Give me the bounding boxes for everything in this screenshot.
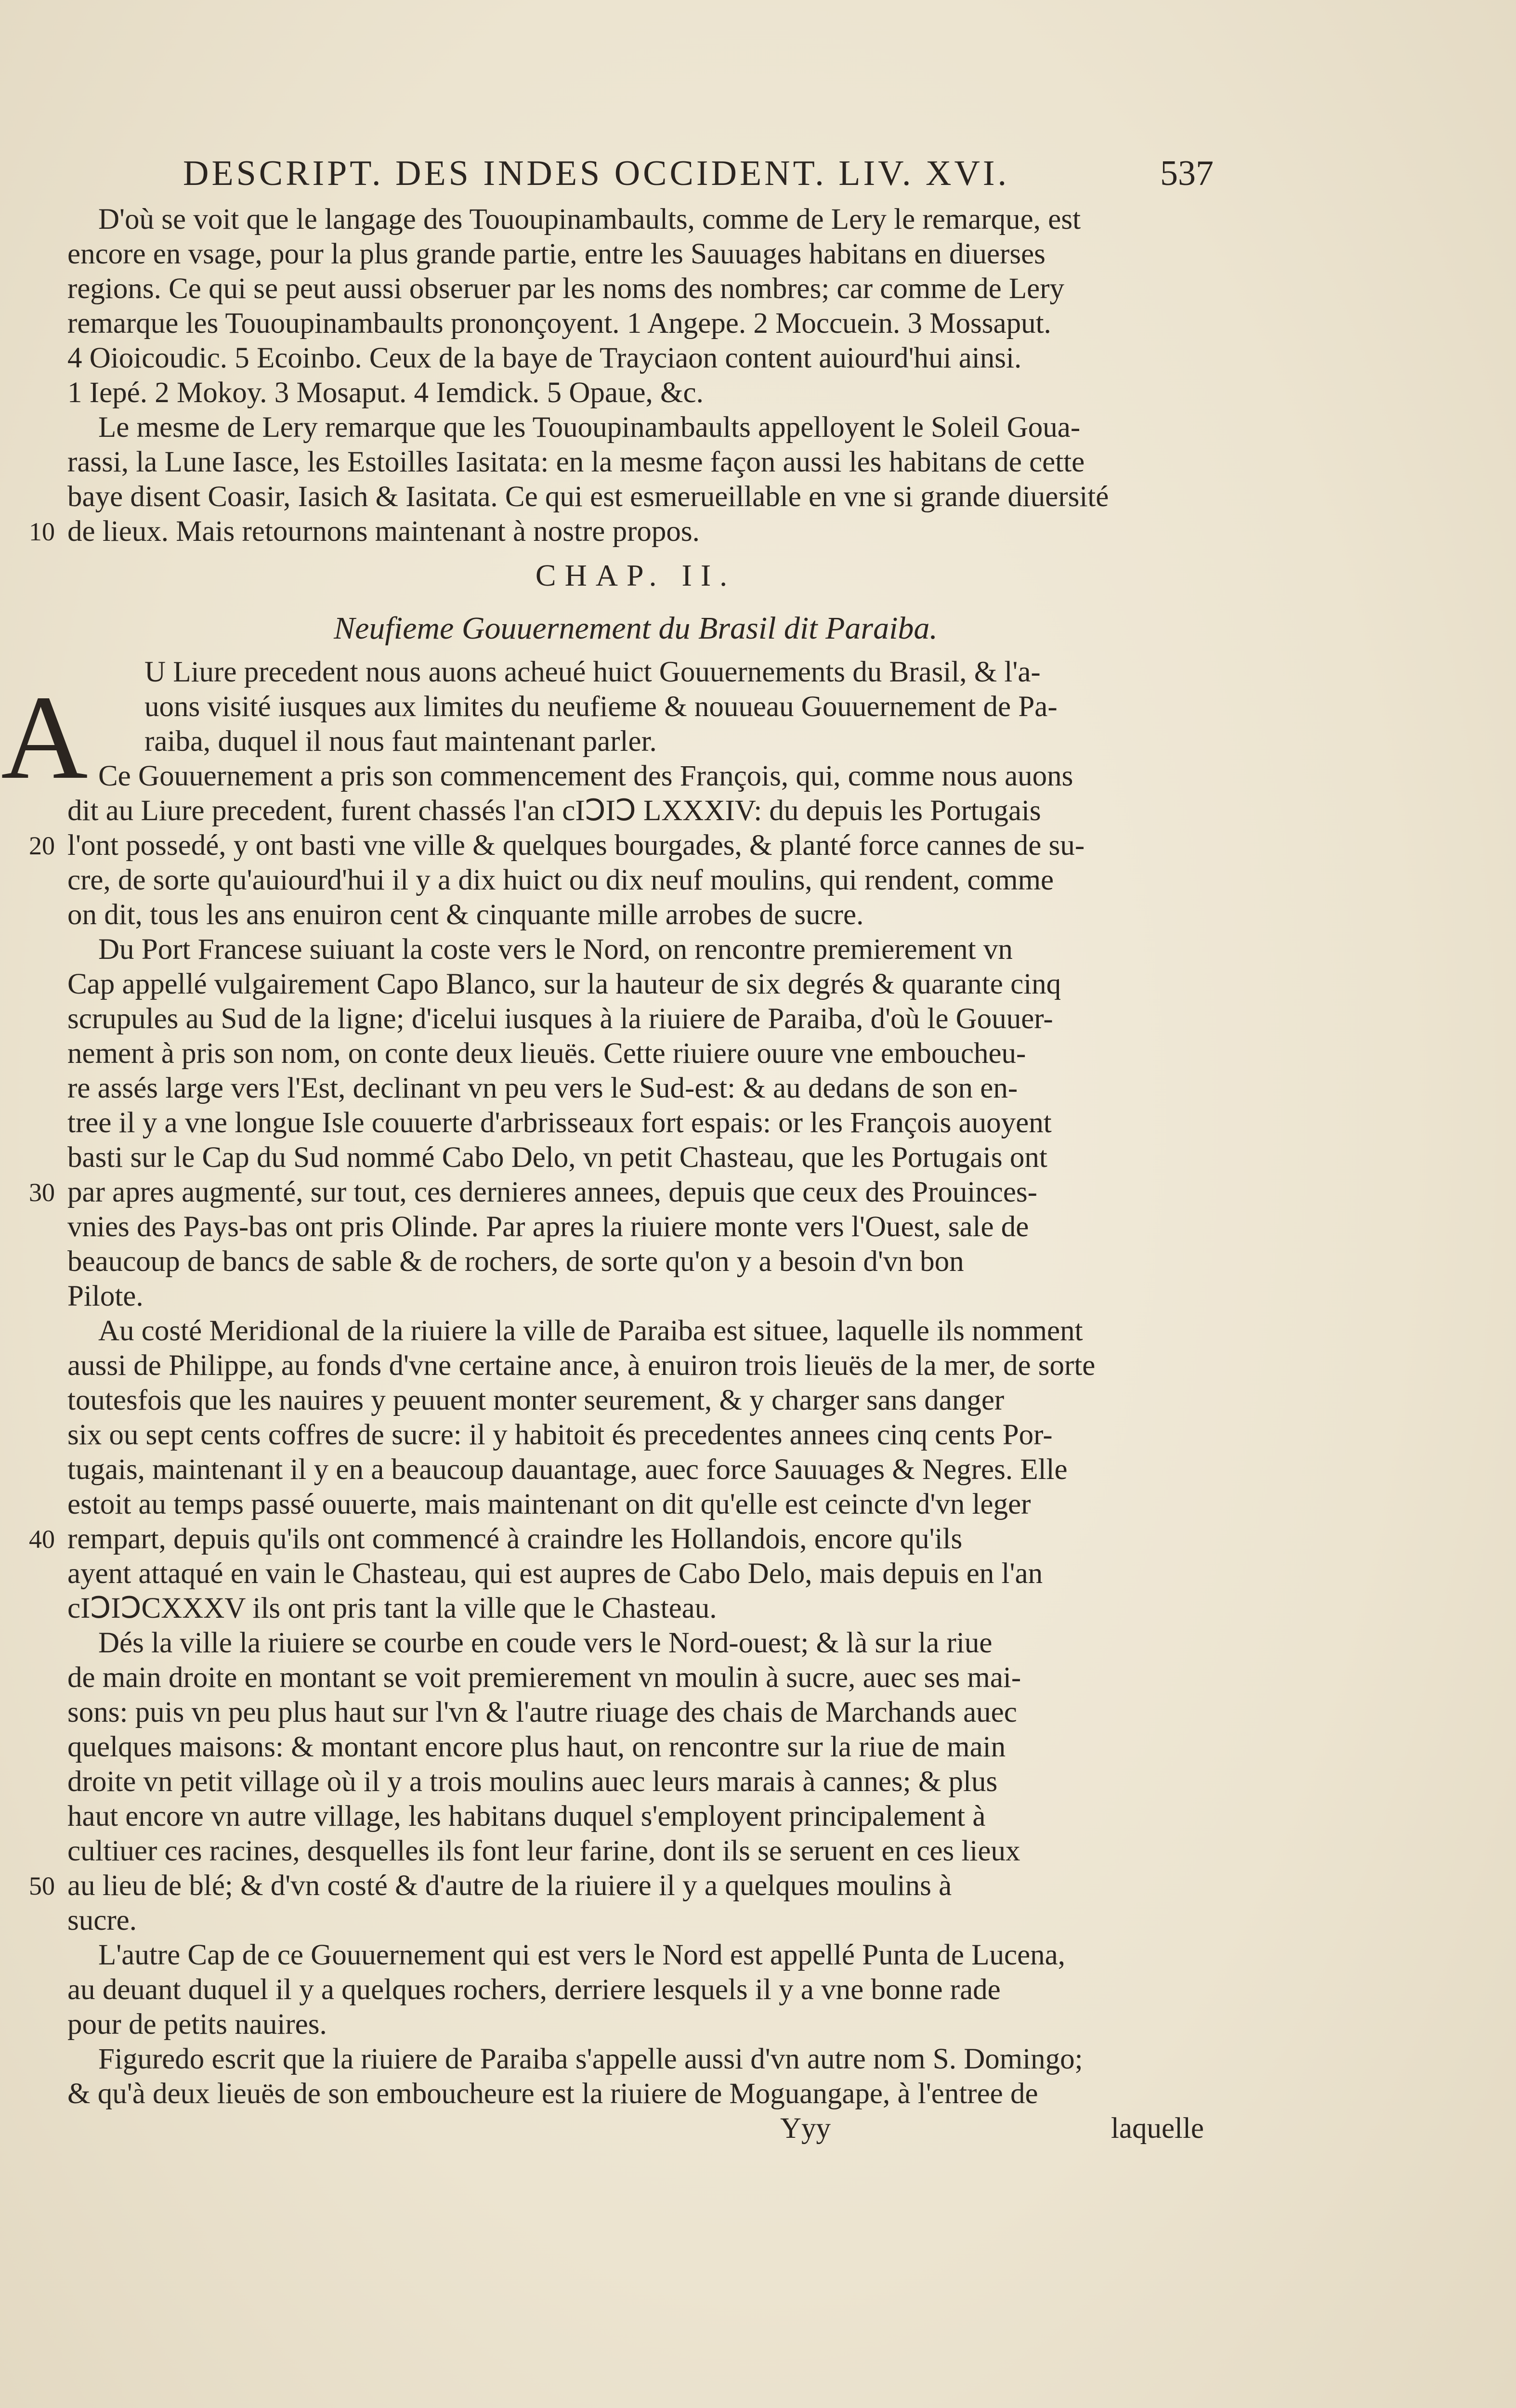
text-line: L'autre Cap de ce Gouuernement qui est vers le Nord est appellé Punta de Lucena, (98, 1939, 1065, 1971)
text-line: U Liure precedent nous auons acheué huict Gouuernements du Brasil, & l'a- (144, 656, 1041, 688)
text-line: re assés large vers l'Est, declinant vn peu vers le Sud-est: & au dedans de son en- (67, 1072, 1018, 1104)
text-line: tugais, maintenant il y en a beaucoup dauantage, auec force Sauuages & Negres. Elle (67, 1453, 1068, 1486)
text-line: sucre. (67, 1904, 137, 1937)
text-line: beaucoup de bancs de sable & de rochers, de sorte qu'on y a besoin d'vn bon (67, 1245, 964, 1278)
text-line: haut encore vn autre village, les habitans duquel s'employent principalement à (67, 1800, 986, 1832)
text-line: 40 rempart, depuis qu'ils ont commencé à craindre les Hollandois, encore qu'ils (67, 1522, 1204, 1557)
text-line: estoit au temps passé ouuerte, mais maintenant on dit qu'elle est ceincte d'vn leger (67, 1488, 1031, 1520)
text-line: cIↃIↃCXXXV ils ont pris tant la ville que le Chasteau. (67, 1592, 717, 1624)
text-line: on dit, tous les ans enuiron cent & cinquante mille arrobes de sucre. (67, 899, 864, 931)
text-line: 4 Oioicoudic. 5 Ecoinbo. Ceux de la baye de Trayciaon content auiourd'hui ainsi. (67, 342, 1022, 374)
body-text (29, 202, 1204, 2146)
text-line: regions. Ce qui se peut aussi obseruer par les noms des nombres; car comme de Lery (67, 273, 1065, 305)
margin-line-number: 20 (29, 831, 55, 860)
text-line: uons visité iusques aux limites du neufieme & nouueau Gouuernement de Pa- (144, 691, 1058, 723)
text-line: tree il y a vne longue Isle couuerte d'arbrisseaux fort espais: or les François auoyent (67, 1107, 1052, 1139)
page-number: 537 (1160, 154, 1214, 193)
text-line: nement à pris son nom, on conte deux lieuës. Cette riuiere ouure vne emboucheu- (67, 1037, 1026, 1070)
text-line: pour de petits nauires. (67, 2008, 327, 2041)
text-line: six ou sept cents coffres de sucre: il y habitoit és precedentes annees cinq cents Por- (67, 1419, 1053, 1451)
catchword: laquelle (1111, 2112, 1204, 2145)
text-line: ayent attaqué en vain le Chasteau, qui est aupres de Cabo Delo, mais depuis en l'an (67, 1557, 1043, 1590)
running-title: DESCRIPT. DES INDES OCCIDENT. LIV. XVI. (183, 154, 1010, 193)
text-line: de main droite en montant se voit premierement vn moulin à sucre, auec ses mai- (67, 1662, 1021, 1694)
text-line: Pilote. (67, 1280, 144, 1312)
text-line: cre, de sorte qu'auiourd'hui il y a dix huict ou dix neuf moulins, qui rendent, comme (67, 864, 1054, 896)
text-line: droite vn petit village où il y a trois moulins auec leurs marais à cannes; & plus (67, 1766, 998, 1798)
text-line: Au costé Meridional de la riuiere la ville de Paraiba est situee, laquelle ils nomment (98, 1315, 1083, 1347)
text-line: dit au Liure precedent, furent chassés l'an cIↃIↃ LXXXIV: du depuis les Portugais (67, 795, 1041, 827)
running-header (183, 153, 1214, 196)
text-line: Cap appellé vulgairement Capo Blanco, sur la hauteur de six degrés & quarante cinq (67, 968, 1061, 1000)
text-line: raiba, duquel il nous faut maintenant parler. (144, 725, 657, 758)
text-line: Du Port Francese suiuant la coste vers le Nord, on rencontre premierement vn (98, 933, 1013, 966)
page-footer (67, 2111, 1204, 2146)
text-line: basti sur le Cap du Sud nommé Cabo Delo, vn petit Chasteau, que les Portugais ont (67, 1141, 1047, 1174)
text-line: 50 au lieu de blé; & d'vn costé & d'autre de la riuiere il y a quelques moulins à (67, 1869, 1204, 1903)
text-line: 20 l'ont possedé, y ont basti vne ville & quelques bourgades, & planté force cannes de su- (67, 828, 1204, 863)
text-line: Figuredo escrit que la riuiere de Paraiba s'appelle aussi d'vn autre nom S. Domingo; (98, 2043, 1083, 2075)
text-line: au deuant duquel il y a quelques rochers, derriere lesquels il y a vne bonne rade (67, 1974, 1001, 2006)
text-line: sons: puis vn peu plus haut sur l'vn & l'autre riuage des chais de Marchands auec (67, 1696, 1017, 1728)
margin-line-number: 40 (29, 1525, 55, 1554)
text-line: 30 par apres augmenté, sur tout, ces dernieres annees, depuis que ceux des Prouinces- (67, 1175, 1204, 1210)
text-line: D'où se voit que le langage des Tououpinambaults, comme de Lery le remarque, est (98, 203, 1081, 236)
chapter-subtitle: Neufieme Gouuernement du Brasil dit Paraiba. (334, 611, 938, 646)
signature-mark: Yyy (780, 2112, 831, 2145)
margin-line-number: 50 (29, 1871, 55, 1900)
text-line: encore en vsage, pour la plus grande partie, entre les Sauuages habitans en diuerses (67, 238, 1046, 270)
text-line: Dés la ville la riuiere se courbe en coude vers le Nord-ouest; & là sur la riue (98, 1627, 993, 1659)
text-line: 10 de lieux. Mais retournons maintenant à nostre propos. (67, 514, 1204, 549)
text-line: cultiuer ces racines, desquelles ils font leur farine, dont ils se seruent en ces lieux (67, 1835, 1020, 1867)
text-line: vnies des Pays-bas ont pris Olinde. Par apres la riuiere monte vers l'Ouest, sale de (67, 1211, 1029, 1243)
text-line: toutesfois que les nauires y peuuent monter seurement, & y charger sans danger (67, 1384, 1005, 1416)
text-line: & qu'à deux lieuës de son emboucheure est la riuiere de Moguangape, à l'entree de (67, 2078, 1038, 2110)
text-line: aussi de Philippe, au fonds d'vne certaine ance, à enuiron trois lieuës de la mer, de sorte (67, 1349, 1096, 1382)
text-line: remarque les Tououpinambaults prononçoyent. 1 Angepe. 2 Moccuein. 3 Mossaput. (67, 307, 1051, 340)
text-line: quelques maisons: & montant encore plus haut, on rencontre sur la riue de main (67, 1731, 1006, 1763)
chapter-heading: CHAP. II. (535, 558, 736, 592)
text-line: Ce Gouuernement a pris son commencement des François, qui, comme nous auons (98, 760, 1073, 792)
text-line: scrupules au Sud de la ligne; d'icelui iusques à la riuiere de Paraiba, d'où le Gouuer- (67, 1003, 1053, 1035)
text-line: 1 Iepé. 2 Mokoy. 3 Mosaput. 4 Iemdick. 5 Opaue, &c. (67, 377, 704, 409)
drop-capital: A (1, 671, 88, 804)
text-line: baye disent Coasir, Iasich & Iasitata. Ce qui est esmerueillable en vne si grande diuersité (67, 481, 1109, 513)
margin-line-number: 10 (29, 517, 55, 546)
text-line: Le mesme de Lery remarque que les Tououpinambaults appelloyent le Soleil Goua- (98, 411, 1081, 444)
margin-line-number: 30 (29, 1178, 55, 1207)
text-line: rassi, la Lune Iasce, les Estoilles Iasitata: en la mesme façon aussi les habitans de cette (67, 446, 1085, 478)
